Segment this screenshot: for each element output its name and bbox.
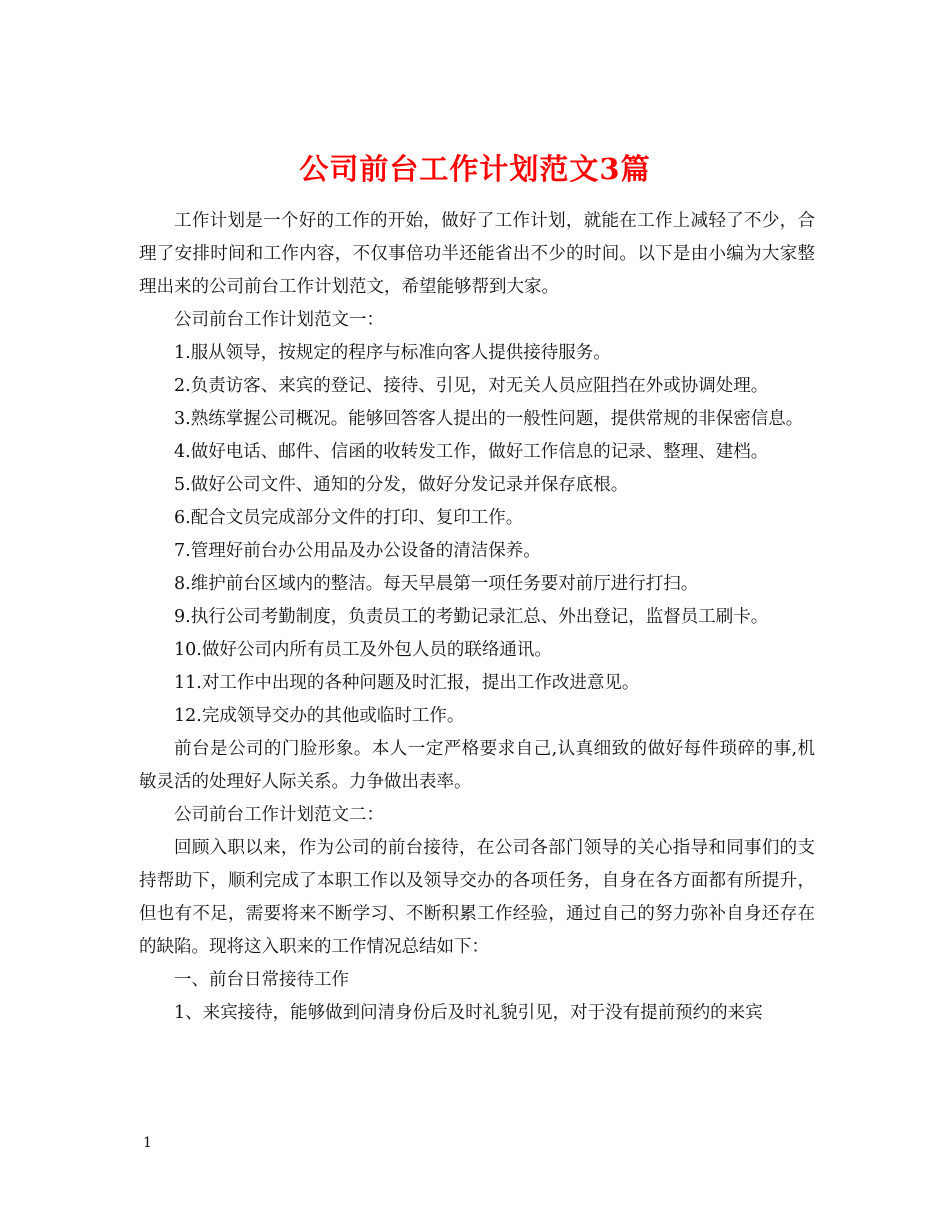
subsection-heading: 一、前台日常接待工作 xyxy=(174,970,349,990)
list-item: 3.熟练掌握公司概况。能够回答客人提出的一般性问题，提供常规的非保密信息。 xyxy=(174,409,804,429)
list-item: 11.对工作中出现的各种问题及时汇报，提出工作改进意见。 xyxy=(174,673,640,693)
list-item: 2.负责访客、来宾的登记、接待、引见，对无关人员应阻挡在外或协调处理。 xyxy=(174,376,769,396)
paragraph: 回顾入职以来，作为公司的前台接待，在公司各部门领导的关心指导和同事们的支持帮助下，顺利完成了本职工作以及领导交办的各项任务，自身在各方面都有所提升，但也有不足，需要将来不断学习、不断积累工作经验，通过自己的努力弥补自身还存在的缺陷。现将这入职来的工作情况总结如下： xyxy=(139,838,815,957)
list-item: 1.服从领导，按规定的程序与标准向客人提供接待服务。 xyxy=(174,343,611,363)
list-item: 12.完成领导交办的其他或临时工作。 xyxy=(174,706,465,726)
paragraph: 前台是公司的门脸形象。本人一定严格要求自己,认真细致的做好每件琐碎的事,机敏灵活的处理好人际关系。力争做出表率。 xyxy=(139,739,815,792)
paragraph: 1、来宾接待，能够做到问清身份后及时礼貌引见，对于没有提前预约的来宾 xyxy=(174,1003,763,1023)
list-item: 8.维护前台区域内的整洁。每天早晨第一项任务要对前厅进行打扫。 xyxy=(174,574,699,594)
list-item: 6.配合文员完成部分文件的打印、复印工作。 xyxy=(174,508,524,528)
document-body xyxy=(139,205,815,1030)
list-item: 10.做好公司内所有员工及外包人员的联络通讯。 xyxy=(174,640,552,660)
section-heading: 公司前台工作计划范文二： xyxy=(174,805,384,825)
list-item: 4.做好电话、邮件、信函的收转发工作，做好工作信息的记录、整理、建档。 xyxy=(174,442,769,462)
paragraph: 工作计划是一个好的工作的开始，做好了工作计划，就能在工作上减轻了不少，合理了安排时间和工作内容，不仅事倍功半还能省出不少的时间。以下是由小编为大家整理出来的公司前台工作计划范文，希望能够帮到大家。 xyxy=(139,211,815,297)
list-item: 9.执行公司考勤制度，负责员工的考勤记录汇总、外出登记，监督员工刷卡。 xyxy=(174,607,769,627)
document-title: 公司前台工作计划范文3篇 xyxy=(299,152,651,187)
list-item: 5.做好公司文件、通知的分发，做好分发记录并保存底根。 xyxy=(174,475,629,495)
list-item: 7.管理好前台办公用品及办公设备的清洁保养。 xyxy=(174,541,541,561)
section-heading: 公司前台工作计划范文一： xyxy=(174,310,384,330)
page-number: 1 xyxy=(143,1135,152,1151)
